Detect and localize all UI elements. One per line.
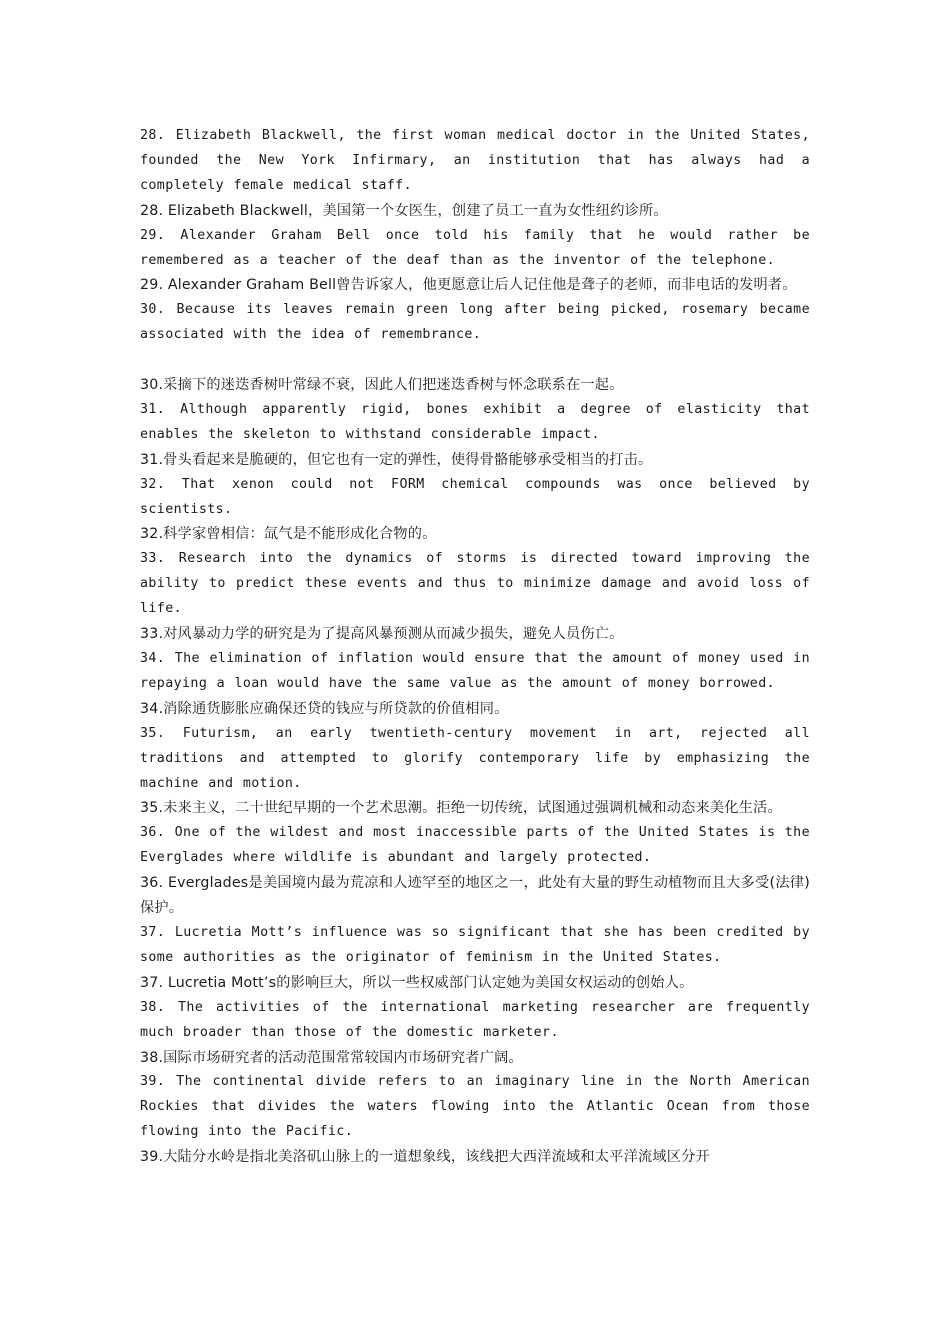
sentence-paragraph: 32. That xenon could not FORM chemical compounds was once believed by scientists. (140, 476, 810, 517)
document-body (140, 124, 810, 1170)
translation-paragraph: 39.大陆分水岭是指北美洛矶山脉上的一道想象线，该线把大西洋流域和太平洋流域区分开 (140, 1149, 710, 1166)
translation-paragraph: 30.采摘下的迷迭香树叶常绿不衰，因此人们把迷迭香树与怀念联系在一起。 (140, 377, 624, 394)
translation-paragraph: 37. Lucretia Mott’s的影响巨大，所以一些权威部门认定她为美国女权运动的创始人。 (140, 974, 694, 991)
sentence-paragraph: 30. Because its leaves remain green long after being picked, rosemary became associated with the idea of remembrance. (140, 302, 810, 343)
sentence-paragraph: 31. Although apparently rigid, bones exhibit a degree of elasticity that enables the skeleton to withstand considerable impact. (140, 401, 810, 442)
translation-paragraph: 29. Alexander Graham Bell曾告诉家人，他更愿意让后人记住他是聋子的老师，而非电话的发明者。 (140, 277, 797, 294)
sentence-paragraph: 33. Research into the dynamics of storms is directed toward improving the ability to predict these events and thus to minimize damage and avoid loss of life. (140, 551, 810, 617)
translation-paragraph: 31.骨头看起来是脆硬的，但它也有一定的弹性，使得骨骼能够承受相当的打击。 (140, 451, 653, 468)
sentence-paragraph: 34. The elimination of inflation would ensure that the amount of money used in repaying a loan would have the same value as the amount of money borrowed. (140, 651, 810, 691)
blank-line (140, 348, 810, 373)
sentence-paragraph: 37. Lucretia Mott’s influence was so significant that she has been credited by some authorities as the originator of feminism in the United States. (140, 924, 810, 965)
translation-paragraph: 33.对风暴动力学的研究是为了提高风暴预测从而减少损失，避免人员伤亡。 (140, 626, 624, 643)
translation-paragraph: 32.科学家曾相信：氙气是不能形成化合物的。 (140, 526, 437, 543)
translation-paragraph: 35.未来主义，二十世纪早期的一个艺术思潮。拒绝一切传统，试图通过强调机械和动态来美化生活。 (140, 800, 782, 817)
sentence-paragraph: 35. Futurism, an early twentieth-century movement in art, rejected all traditions and attempted to glorify contemporary life by emphasizing the machine and motion. (140, 725, 810, 791)
sentence-paragraph: 38. The activities of the international marketing researcher are frequently much broader than those of the domestic marketer. (140, 999, 810, 1040)
sentence-paragraph: 29. Alexander Graham Bell once told his family that he would rather be remembered as a teacher of the deaf than as the inventor of the telephone. (140, 227, 810, 268)
translation-paragraph: 28. Elizabeth Blackwell，美国第一个女医生，创建了员工一直为女性纽约诊所。 (140, 202, 668, 219)
translation-paragraph: 38.国际市场研究者的活动范围常常较国内市场研究者广阔。 (140, 1049, 523, 1066)
sentence-paragraph: 28. Elizabeth Blackwell, the first woman medical doctor in the United States, founded the New York Infirmary, an institution that has always had a completely female medical staff. (140, 128, 810, 193)
sentence-paragraph: 39. The continental divide refers to an imaginary line in the North American Rockies that divides the waters flowing into the Atlantic Ocean from those flowing into the Pacific. (140, 1074, 810, 1140)
translation-paragraph: 34.消除通货膨胀应确保还贷的钱应与所贷款的价值相同。 (140, 700, 509, 717)
sentence-paragraph: 36. One of the wildest and most inaccessible parts of the United States is the Everglades where wildlife is abundant and largely protected. (140, 825, 810, 866)
translation-paragraph: 36. Everglades是美国境内最为荒凉和人迹罕至的地区之一，此处有大量的野生动植物而且大多受(法律)保护。 (140, 875, 810, 917)
